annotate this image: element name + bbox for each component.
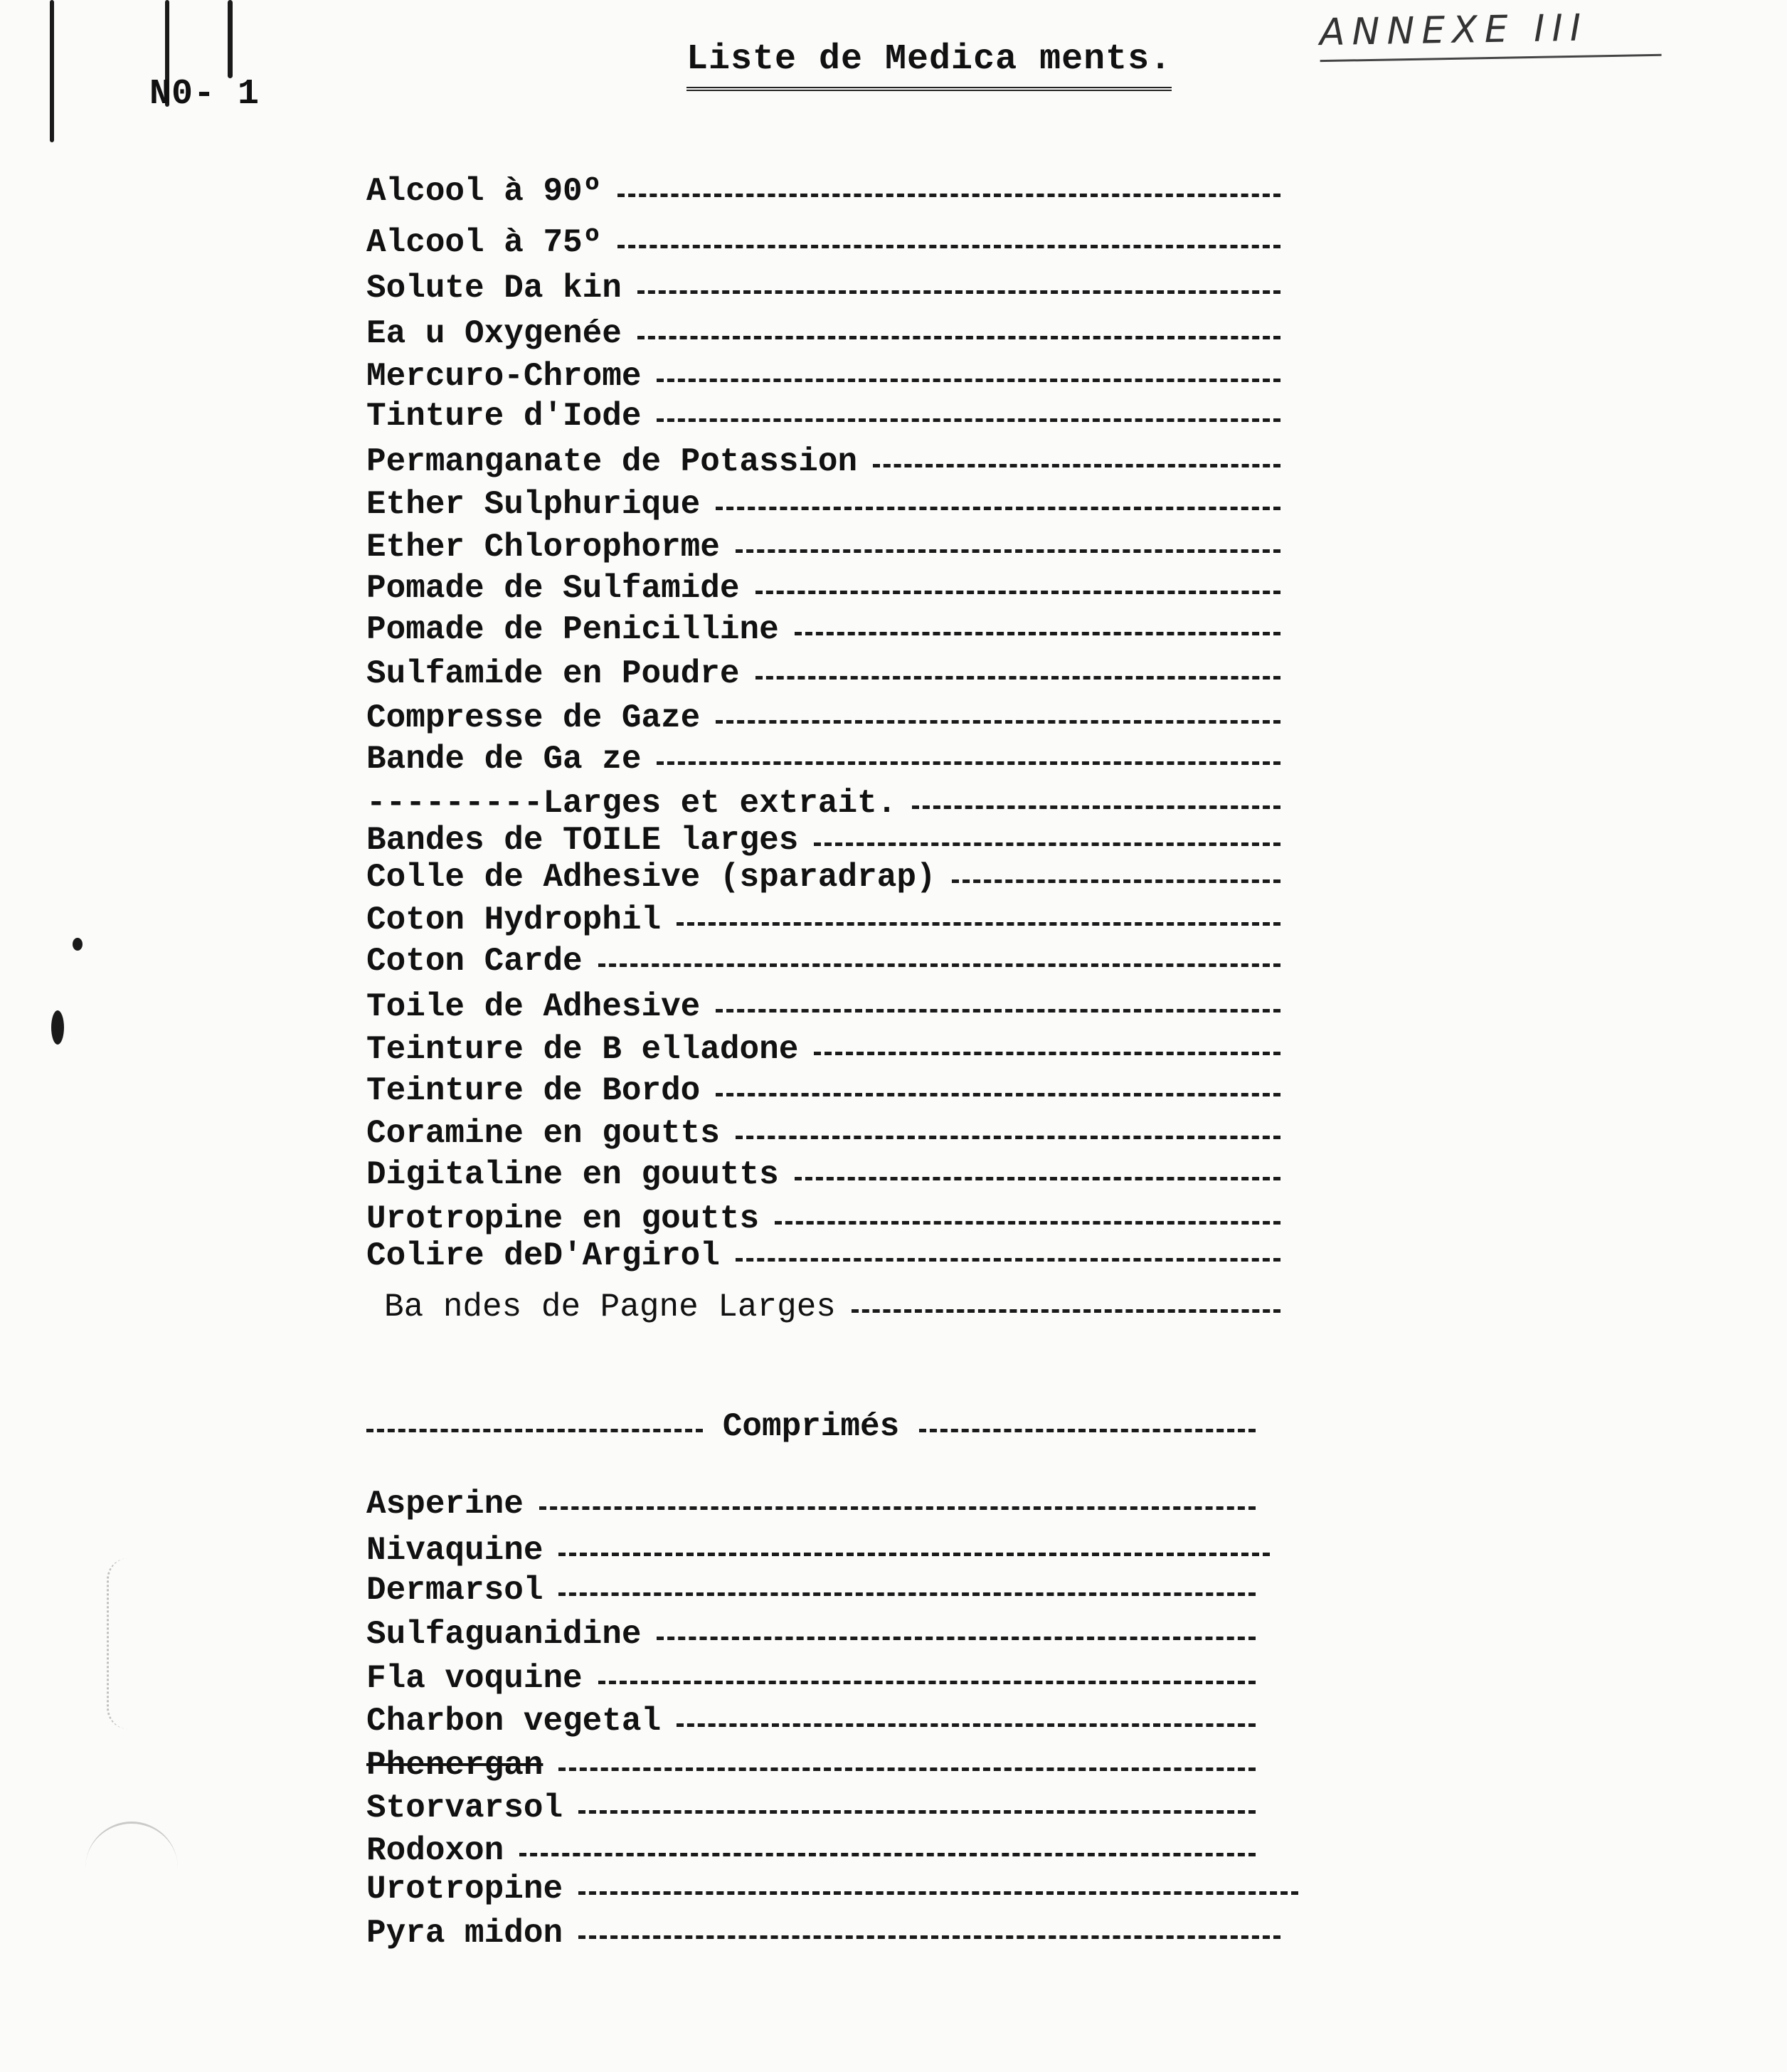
dotted-leader (919, 1429, 1256, 1432)
handwritten-stroke (50, 0, 54, 142)
list-item: Teinture de Bordo (366, 1070, 1280, 1111)
dotted-leader (736, 549, 1280, 553)
list-item: Fla voquine (366, 1658, 1256, 1699)
dotted-leader (519, 1853, 1256, 1856)
list-item: Toile de Adhesive (366, 986, 1280, 1027)
list-item: Urotropine en goutts (366, 1198, 1280, 1240)
annex-label: ANNEXE III (1319, 6, 1661, 62)
dotted-leader (755, 676, 1281, 680)
dotted-leader (677, 922, 1280, 926)
list-item: Coton Carde (366, 941, 1280, 982)
list-item: Nivaquine (366, 1530, 1270, 1571)
list-item: Bandes de TOILE larges (366, 820, 1280, 861)
list-item: Sulfamide en Poudre (366, 653, 1280, 694)
dotted-leader (637, 290, 1280, 294)
list-item: Permanganate de Potassion (366, 441, 1280, 482)
dotted-leader (775, 1221, 1280, 1225)
list-item: Storvarsol (366, 1787, 1256, 1829)
dotted-leader (539, 1506, 1256, 1510)
dotted-leader (755, 591, 1281, 594)
dotted-leader (677, 1723, 1256, 1727)
dotted-leader (366, 1429, 703, 1432)
list-item: Charbon vegetal (366, 1701, 1256, 1742)
dotted-leader (912, 805, 1280, 809)
dotted-leader (558, 1592, 1256, 1596)
list-item: Rodoxon (366, 1830, 1256, 1871)
dotted-leader (716, 507, 1280, 510)
dotted-leader (852, 1309, 1280, 1313)
dotted-leader (598, 1681, 1256, 1684)
handwritten-stroke (228, 0, 233, 78)
ink-spot (73, 938, 83, 951)
dotted-leader (558, 1553, 1270, 1556)
list-item: Mercuro-Chrome (366, 356, 1280, 397)
list-item: Alcool à 75º (366, 222, 1280, 263)
dotted-leader (736, 1258, 1280, 1262)
list-item: Compresse de Gaze (366, 697, 1280, 739)
dotted-leader (578, 1810, 1256, 1814)
margin-scribble (85, 1822, 178, 1888)
page-title: Liste de Medica ments. (686, 39, 1172, 91)
list-item: Solute Da kin (366, 268, 1280, 309)
list-item: Colle de Adhesive (sparadrap) (366, 857, 1280, 898)
dotted-leader (558, 1767, 1256, 1771)
margin-scribble (107, 1558, 159, 1729)
dotted-leader (657, 1637, 1256, 1640)
dotted-leader (637, 336, 1280, 339)
list-item: Pyra midon (366, 1913, 1280, 1954)
list-item: Ea u Oxygenée (366, 313, 1280, 354)
list-item: Coton Hydrophil (366, 899, 1280, 941)
dotted-leader (617, 245, 1280, 248)
dotted-leader (657, 761, 1280, 765)
list-item: Ba ndes de Pagne Larges (384, 1286, 1280, 1328)
dotted-leader (657, 418, 1280, 422)
dotted-leader (795, 632, 1280, 635)
list-item: Urotropine (366, 1868, 1298, 1910)
list-item: Alcool à 90º (366, 171, 1280, 212)
dotted-leader (578, 1935, 1280, 1939)
list-item: Pomade de Sulfamide (366, 568, 1280, 609)
dotted-leader (814, 842, 1280, 846)
list-item: Ether Sulphurique (366, 484, 1280, 525)
list-item: Coramine en goutts (366, 1113, 1280, 1154)
dotted-leader (736, 1136, 1280, 1139)
dotted-leader (716, 720, 1280, 724)
list-item: Asperine (366, 1484, 1256, 1525)
dotted-leader (873, 464, 1280, 467)
list-item: Digitaline en gouutts (366, 1154, 1280, 1195)
dotted-leader (657, 379, 1280, 382)
dotted-leader (716, 1093, 1280, 1096)
list-item: Pomade de Penicilline (366, 609, 1280, 650)
dotted-leader (598, 963, 1280, 967)
list-item: Ether Chlorophorme (366, 527, 1280, 568)
list-item: Sulfaguanidine (366, 1614, 1256, 1655)
list-item: ---------Larges et extrait. (366, 783, 1280, 824)
dotted-leader (814, 1052, 1280, 1055)
dotted-leader (795, 1177, 1280, 1180)
dotted-leader (578, 1891, 1298, 1895)
dotted-leader (716, 1009, 1280, 1013)
list-item: Phenergan (366, 1745, 1256, 1786)
dotted-leader (617, 194, 1280, 197)
list-item: Dermarsol (366, 1570, 1256, 1611)
document-number: N0- 1 (149, 74, 260, 115)
list-item: Colire deD'Argirol (366, 1235, 1280, 1276)
list-item: Tinture d'Iode (366, 396, 1280, 437)
ink-spot (51, 1010, 64, 1045)
section-heading-tablets: Comprimés (366, 1405, 1256, 1448)
list-item: Teinture de B elladone (366, 1029, 1280, 1070)
list-item: Bande de Ga ze (366, 739, 1280, 780)
dotted-leader (952, 879, 1280, 883)
